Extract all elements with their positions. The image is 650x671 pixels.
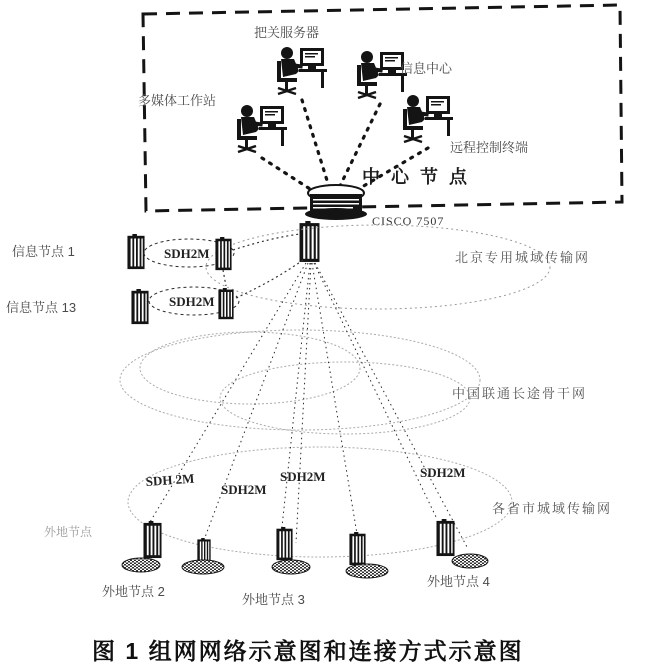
central-node-title: 中心节点 [362, 167, 478, 187]
local-node-13-label: 信息节点 13 [6, 300, 77, 315]
metro-network-ellipse [206, 225, 550, 309]
central-switch-tower-icon [300, 221, 320, 262]
local-node-1-far-tower-icon [215, 237, 231, 270]
remote-node-disk-icon [346, 564, 388, 578]
backbone-network-ellipses [120, 330, 480, 434]
backbone-network-label: 中国联通长途骨干网 [452, 386, 588, 401]
remote-node-disk-icon [452, 554, 488, 568]
workstation-label-info-center: 信息中心 [400, 61, 453, 76]
router-model-label: CISCO 7507 [372, 214, 445, 228]
remote-sdh-label: SDH2M [280, 469, 326, 484]
remote-node-tower-icon [436, 519, 454, 556]
workstation-label-multimedia: 多媒体工作站 [138, 93, 217, 108]
remote-node-disk-icon [122, 558, 160, 572]
remote-node-tower-icon [143, 521, 161, 558]
local-node-1-label: 信息节点 1 [12, 244, 75, 259]
remote-sdh-label: SDH2M [221, 482, 267, 497]
remote-metro-network-label: 各省市城域传输网 [492, 501, 613, 516]
remote-node-tower-icon [276, 527, 292, 560]
local-node-13-far-tower-icon [218, 288, 233, 319]
local-node-1-tower-icon [127, 234, 144, 269]
workstation-icon [403, 95, 453, 142]
remote-node-label-4: 外地节点 4 [427, 574, 490, 589]
remote-node-label-3: 外地节点 3 [242, 592, 305, 607]
remote-node-label-2: 外地节点 2 [102, 584, 165, 599]
workstation-icon [237, 105, 287, 152]
workstation-icon [277, 47, 327, 94]
remote-node-label-1: 外地节点 [44, 525, 93, 539]
workstation-label-remote-terminal: 远程控制终端 [450, 140, 529, 155]
remote-node-disk-icon [182, 560, 224, 574]
metro-network-label: 北京专用城域传输网 [455, 250, 591, 265]
remote-sdh-label: SDH 2M [145, 470, 195, 489]
figure-caption: 图 1 组网网络示意图和连接方式示意图 [92, 638, 524, 664]
sdh-link-label: SDH2M [164, 246, 210, 261]
remote-sdh-label: SDH2M [420, 465, 466, 480]
remote-node-tower-icon [349, 532, 365, 565]
local-node-13-tower-icon [131, 289, 148, 324]
remote-node-disk-icon [272, 560, 310, 574]
workstation-label-gatekeeper-server: 把关服务器 [254, 25, 320, 40]
router-icon [305, 185, 367, 220]
sdh-link-label: SDH2M [169, 294, 215, 309]
